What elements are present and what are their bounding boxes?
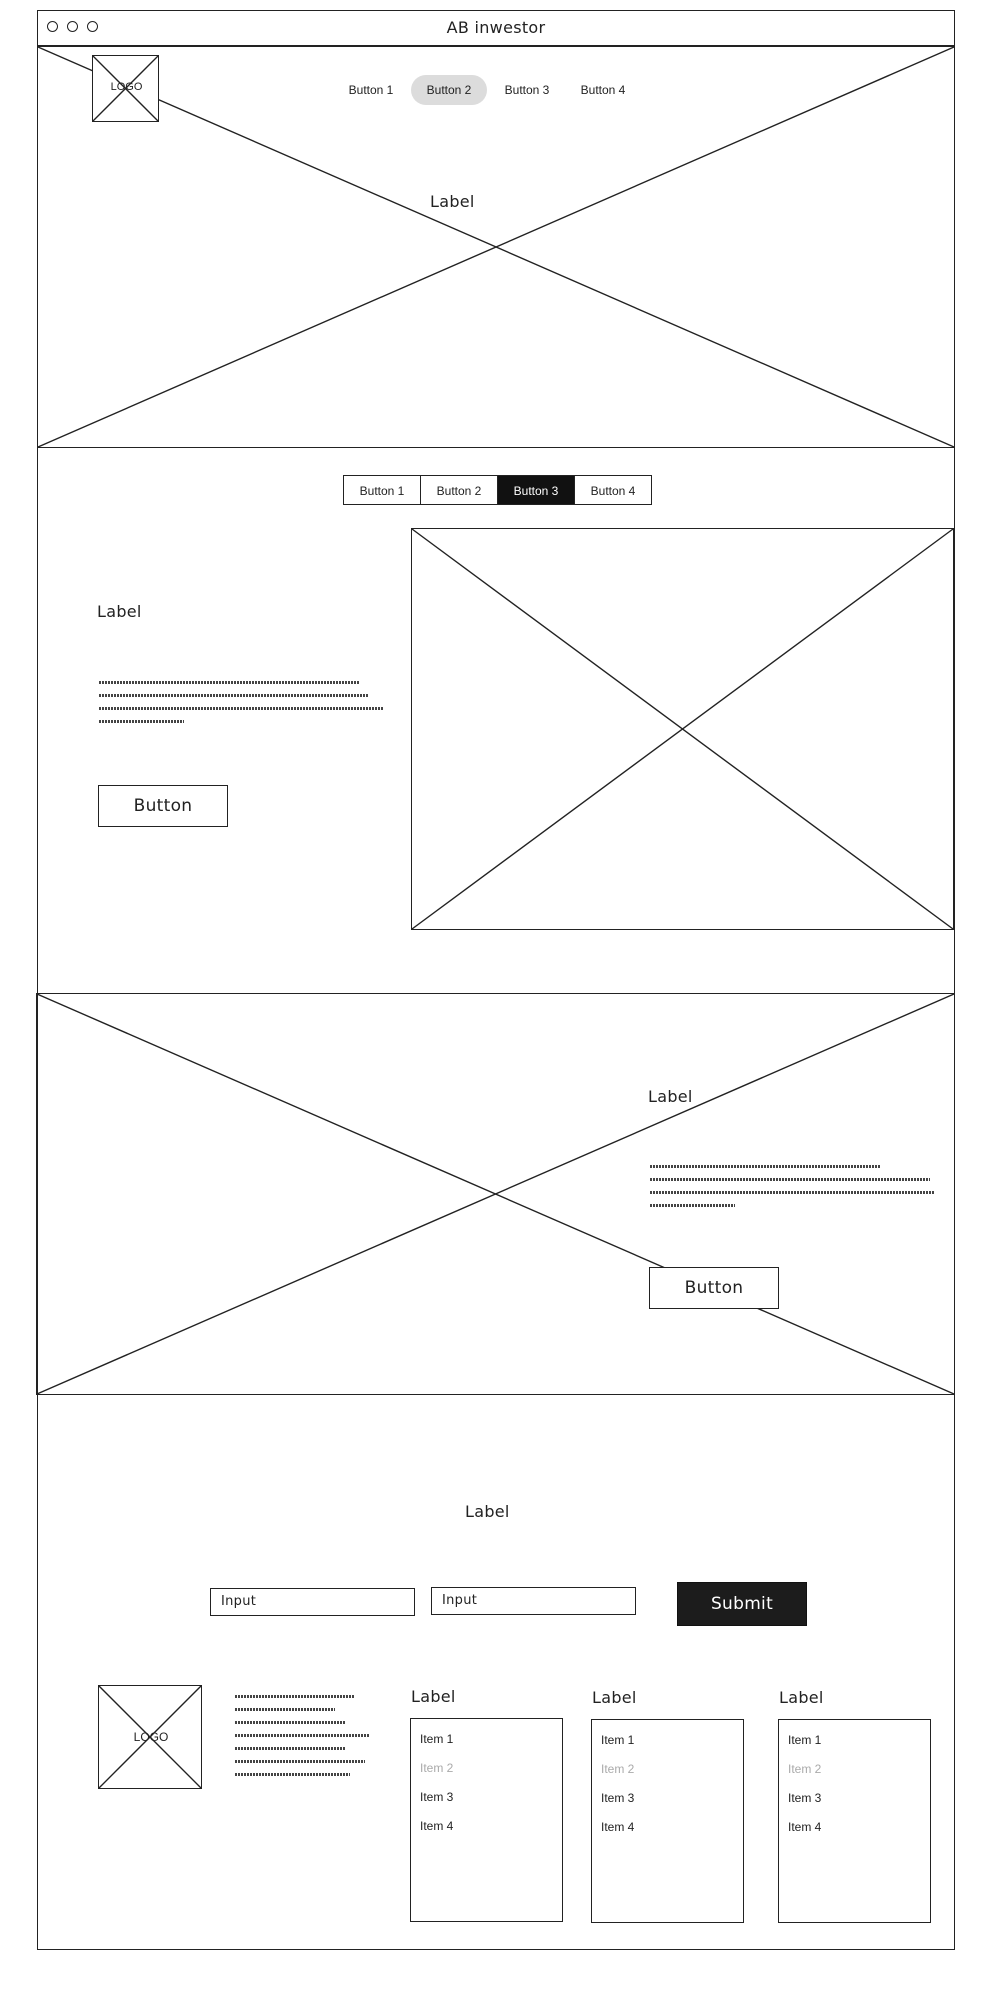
nav-button-2[interactable]: Button 2	[411, 75, 487, 105]
tab-bar	[343, 475, 651, 505]
list-item[interactable]: Item 1	[420, 1732, 454, 1746]
footer-column-1-list	[410, 1718, 563, 1922]
list-item[interactable]: Item 4	[420, 1819, 454, 1833]
signup-label: Label	[465, 1502, 510, 1521]
features-button[interactable]: Button	[98, 785, 228, 827]
showcase-body-text	[650, 1165, 935, 1217]
signup-input-1[interactable]: Input	[210, 1588, 415, 1616]
list-item[interactable]: Item 3	[788, 1791, 822, 1805]
footer-column-2-label: Label	[592, 1688, 637, 1707]
hero-label: Label	[430, 192, 475, 211]
list-item[interactable]: Item 1	[601, 1733, 635, 1747]
list-item[interactable]: Item 2	[601, 1762, 635, 1776]
submit-button[interactable]: Submit	[677, 1582, 807, 1626]
footer-logo[interactable]	[98, 1685, 202, 1789]
footer-body-text	[235, 1695, 385, 1786]
list-item[interactable]: Item 1	[788, 1733, 822, 1747]
footer-column-2-list	[591, 1719, 744, 1923]
features-label: Label	[97, 602, 142, 621]
footer-column-3-label: Label	[779, 1688, 824, 1707]
hero-nav	[335, 75, 645, 105]
title-bar	[37, 10, 955, 46]
hero-image-placeholder	[37, 46, 955, 448]
tab-button-2[interactable]: Button 2	[420, 475, 498, 505]
list-item[interactable]: Item 4	[601, 1820, 635, 1834]
list-item[interactable]: Item 4	[788, 1820, 822, 1834]
list-item[interactable]: Item 2	[420, 1761, 454, 1775]
showcase-label: Label	[648, 1087, 693, 1106]
list-item[interactable]: Item 3	[601, 1791, 635, 1805]
footer-column-3-list	[778, 1719, 931, 1923]
tab-button-1[interactable]: Button 1	[343, 475, 421, 505]
list-item[interactable]: Item 3	[420, 1790, 454, 1804]
hero-cross-lines	[38, 47, 954, 447]
features-cross-lines	[412, 529, 953, 929]
tab-button-4[interactable]: Button 4	[574, 475, 652, 505]
footer-column-1-label: Label	[411, 1687, 456, 1706]
hero-logo-label: LOGO	[110, 81, 143, 93]
nav-button-4[interactable]: Button 4	[580, 83, 626, 97]
features-body-text	[99, 681, 384, 733]
hero-logo[interactable]	[92, 55, 159, 122]
showcase-button[interactable]: Button	[649, 1267, 779, 1309]
signup-input-2[interactable]: Input	[431, 1587, 636, 1615]
nav-button-3[interactable]: Button 3	[504, 83, 550, 97]
footer-logo-label: LOGO	[133, 1730, 169, 1744]
nav-button-1[interactable]: Button 1	[348, 83, 394, 97]
features-image-placeholder	[411, 528, 954, 930]
window-title: AB inwestor	[446, 18, 546, 37]
tab-button-3[interactable]: Button 3	[497, 475, 575, 505]
section-features	[37, 448, 955, 993]
list-item[interactable]: Item 2	[788, 1762, 822, 1776]
